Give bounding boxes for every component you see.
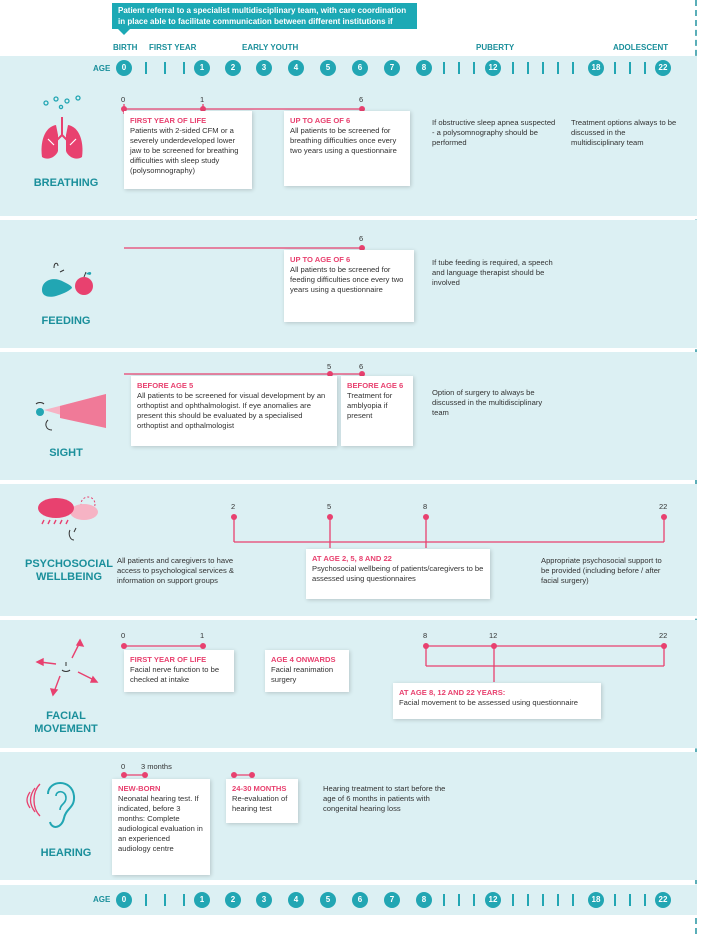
card-heading: 24-30 MONTHS	[232, 784, 287, 793]
card-heading: AT AGE 2, 5, 8 AND 22	[312, 554, 392, 563]
eye-beam-icon	[30, 390, 110, 440]
age-dot-22: 22	[655, 60, 671, 76]
card-heading: NEW-BORN	[118, 784, 161, 793]
age-marker-6: 6	[359, 362, 364, 371]
age-marker-6: 6	[359, 95, 364, 104]
age-marker-12: 12	[489, 631, 498, 640]
age-marker-1: 1	[200, 95, 205, 104]
age-dot-18: 18	[588, 60, 604, 76]
age-dot-0: 0	[116, 60, 132, 76]
card-heading: UP TO AGE OF 6	[290, 116, 351, 125]
age-marker-8: 8	[423, 502, 428, 511]
age-marker-22: 22	[659, 502, 668, 511]
title-line-1: PSYCHOSOCIAL	[24, 558, 113, 570]
psychosocial-card-ages	[306, 549, 490, 599]
card-body: Re-evaluation of hearing test	[232, 794, 288, 813]
psychosocial-note-support: Appropriate psychosocial support to be provided (including before / after facial surgery)	[541, 556, 662, 585]
stage-first-year: FIRST YEAR	[149, 43, 197, 52]
age-dot-18: 18	[588, 892, 604, 908]
age-tick	[542, 894, 544, 906]
age-bar-bottom	[0, 885, 697, 915]
card-body: All patients to be screened for feeding difficulties once every two years using a questionnaire	[290, 265, 404, 294]
age-dot-1: 1	[194, 892, 210, 908]
age-tick	[572, 894, 574, 906]
card-body: Facial reanimation surgery	[271, 665, 334, 684]
card-body: Treatment for amblyopia if present	[347, 391, 393, 420]
age-dot-8: 8	[416, 60, 432, 76]
card-body: Facial nerve function to be checked at intake	[130, 665, 220, 684]
facial-card-first-year	[124, 650, 234, 692]
psychosocial-title	[22, 558, 116, 584]
age-tick	[145, 894, 147, 906]
card-body: Facial movement to be assessed using questionnaire	[399, 698, 578, 707]
age-dot-4: 4	[288, 60, 304, 76]
age-tick	[644, 894, 646, 906]
cloud-sun-icon	[34, 492, 104, 552]
sight-note-surgery: Option of surgery to always be discussed in the multidisciplinary team	[432, 388, 543, 417]
hearing-title: HEARING	[40, 847, 92, 859]
age-marker-5: 5	[327, 362, 332, 371]
age-marker-1: 1	[200, 631, 205, 640]
card-heading: AT AGE 8, 12 AND 22 YEARS:	[399, 688, 506, 697]
sight-card-before-6	[341, 376, 413, 446]
stage-early-youth: EARLY YOUTH	[242, 43, 299, 52]
age-tick	[183, 894, 185, 906]
breathing-card-up-to-6	[284, 111, 410, 186]
age-dot-8: 8	[416, 892, 432, 908]
age-marker-22: 22	[659, 631, 668, 640]
age-marker-0: 0	[121, 95, 126, 104]
card-body: Patients with 2-sided CFM or a severely underdeveloped lower jaw to be screened for breathing difficulties with sleep study (polysomnography)	[130, 126, 239, 175]
age-dot-2: 2	[225, 892, 241, 908]
card-heading: FIRST YEAR OF LIFE	[130, 655, 207, 664]
card-heading: AGE 4 ONWARDS	[271, 655, 336, 664]
card-body: All patients to be screened for breathing difficulties once every two years using a questionnaire	[290, 126, 397, 155]
hearing-card-newborn	[112, 779, 210, 875]
age-tick	[614, 894, 616, 906]
lungs-icon	[34, 95, 94, 165]
facial-card-ages	[393, 683, 601, 719]
sight-title: SIGHT	[49, 447, 83, 459]
age-dot-7: 7	[384, 60, 400, 76]
feeding-card-up-to-6	[284, 250, 414, 322]
stage-birth: BIRTH	[113, 43, 138, 52]
age-label: AGE	[93, 895, 111, 904]
age-dot-0: 0	[116, 892, 132, 908]
age-marker-6: 6	[359, 234, 364, 243]
age-dot-3: 3	[256, 892, 272, 908]
age-marker-0: 0	[121, 631, 126, 640]
hearing-note-treatment: Hearing treatment to start before the age of 6 months in patients with congenital hearing loss	[323, 784, 446, 813]
age-tick	[473, 894, 475, 906]
title-line-2: WELLBEING	[36, 571, 102, 583]
hearing-card-24-30-months	[226, 779, 298, 823]
breathing-note-treatment: Treatment options always to be discussed in the multidisciplinary team	[571, 118, 677, 147]
card-body: All patients to be screened for visual development by an orthoptist and ophthalmologist. If eye anomalies are present this should be evaluated by a specialised orthoptist and opthalmologist	[137, 391, 326, 430]
stage-adolescent: ADOLESCENT	[613, 43, 669, 52]
age-marker-0: 0	[121, 762, 126, 771]
card-body: Psychosocial wellbeing of patients/caregivers to be assessed using questionnaires	[312, 564, 484, 583]
facial-movement-title	[26, 710, 106, 736]
feeding-title: FEEDING	[41, 315, 91, 327]
age-dot-12: 12	[485, 60, 501, 76]
age-tick	[512, 894, 514, 906]
breathing-title: BREATHING	[33, 177, 99, 189]
age-tick	[629, 894, 631, 906]
card-heading: BEFORE AGE 5	[137, 381, 194, 390]
title-line-1: FACIAL	[46, 710, 86, 722]
age-marker-3-months: 3 months	[141, 762, 172, 771]
age-tick	[164, 894, 166, 906]
feeding-note-tube: If tube feeding is required, a speech and language therapist should be involved	[432, 258, 553, 287]
age-dot-5: 5	[320, 60, 336, 76]
age-tick	[458, 894, 460, 906]
mouth-apple-icon	[38, 256, 98, 304]
facial-card-age-4	[265, 650, 349, 692]
sight-card-before-5	[131, 376, 337, 446]
card-heading: UP TO AGE OF 6	[290, 255, 351, 264]
card-body: Neonatal hearing test. If indicated, before 3 months: Complete audiological evaluation in an experienced audiology centre	[118, 794, 203, 853]
age-marker-8: 8	[423, 631, 428, 640]
age-dot-4: 4	[288, 892, 304, 908]
referral-banner: Patient referral to a specialist multidisciplinary team, with care coordination in place able to facilitate communication between different institutions if needed	[112, 3, 417, 29]
ear-icon	[22, 770, 82, 838]
psychosocial-note-access: All patients and caregivers to have access to psychological services & information on support groups	[117, 556, 234, 585]
age-dot-7: 7	[384, 892, 400, 908]
title-line-2: MOVEMENT	[34, 723, 98, 735]
age-marker-2: 2	[231, 502, 236, 511]
age-dot-22: 22	[655, 892, 671, 908]
breathing-note-sleep-apnea: If obstructive sleep apnea suspected - a polysomnography should be performed	[432, 118, 556, 147]
breathing-card-first-year	[124, 111, 252, 189]
card-heading: FIRST YEAR OF LIFE	[130, 116, 207, 125]
age-dot-3: 3	[256, 60, 272, 76]
stage-puberty: PUBERTY	[476, 43, 515, 52]
age-tick	[443, 894, 445, 906]
card-heading: BEFORE AGE 6	[347, 381, 404, 390]
face-arrows-icon	[32, 636, 102, 698]
age-dot-2: 2	[225, 60, 241, 76]
age-dot-12: 12	[485, 892, 501, 908]
age-tick	[527, 894, 529, 906]
age-tick	[557, 894, 559, 906]
age-dot-5: 5	[320, 892, 336, 908]
age-label: AGE	[93, 64, 111, 73]
age-marker-5: 5	[327, 502, 332, 511]
age-dot-6: 6	[352, 60, 368, 76]
age-dot-6: 6	[352, 892, 368, 908]
age-dot-1: 1	[194, 60, 210, 76]
